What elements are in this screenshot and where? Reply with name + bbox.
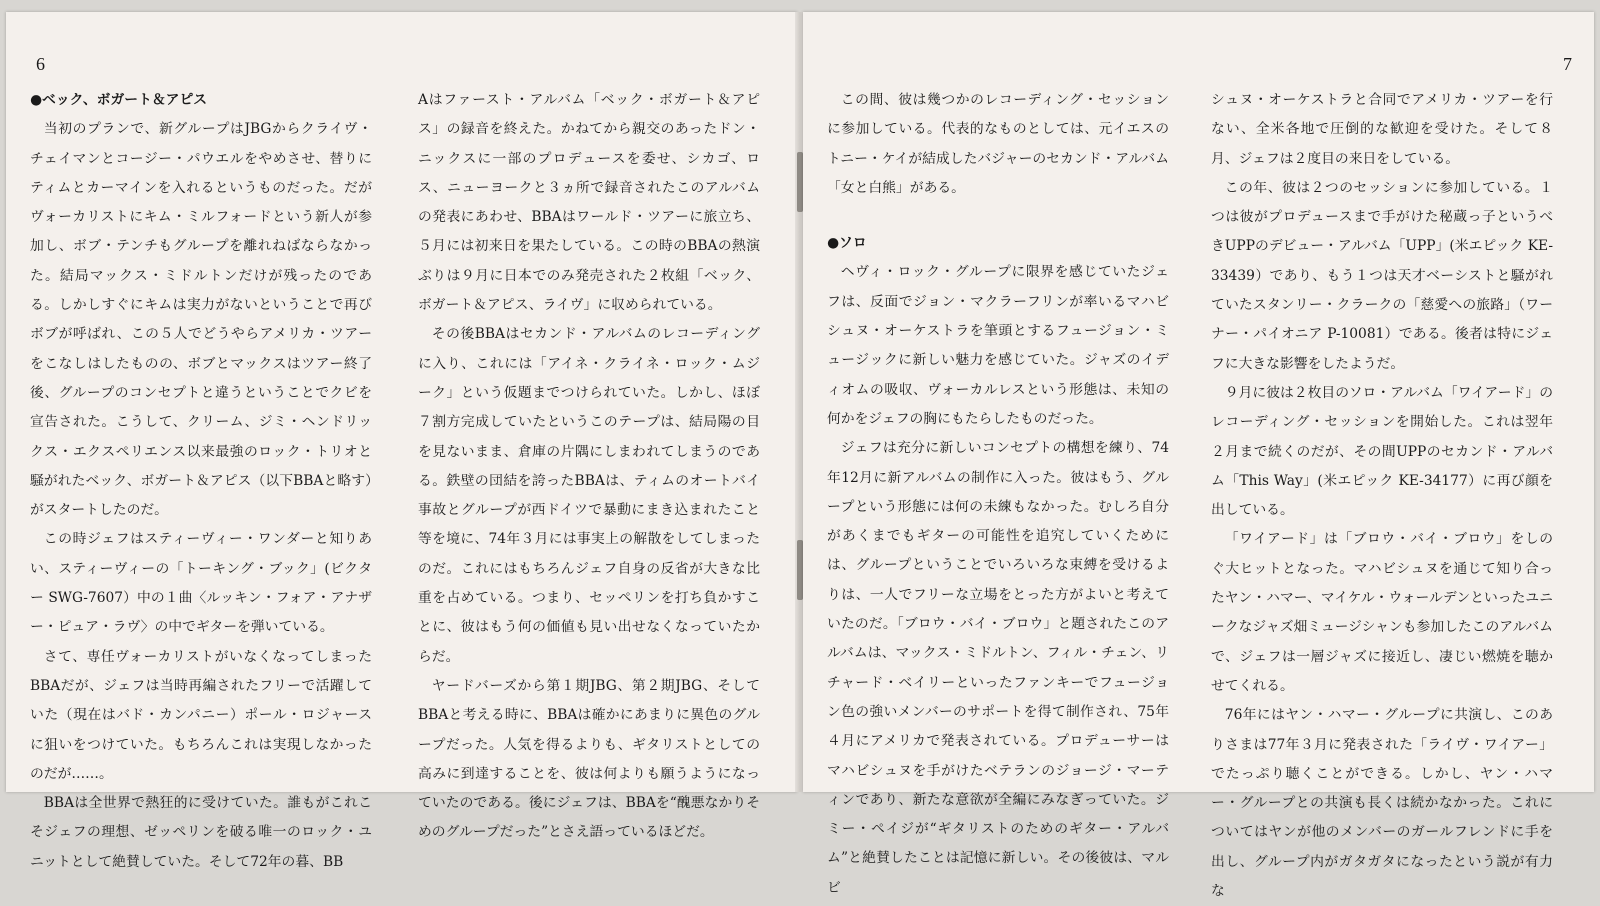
right-page (803, 12, 1594, 900)
paragraph: シュヌ・オーケストラと合同でアメリカ・ツアーを行ない、全米各地で圧倒的な歓迎を受けた。そして８月、ジェフは２度目の来日をしている。 (1211, 92, 1553, 167)
paragraph: 76年にはヤン・ハマー・グループに共演し、このありさまは77年３月に発表された「ライヴ・ワイアー」でたっぷり聴くことができる。しかし、ヤン・ハマー・グループとの共演も長くは続かなかった。これについてはヤンが他のメンバーのガールフレンドに手を出し、グループ内がガタガタになったという説が有力な (1211, 707, 1553, 900)
paragraph: この時ジェフはスティーヴィー・ワンダーと知りあい、スティーヴィーの「トーキング・ブック」(ビクター SWG-7607）中の１曲〈ルッキン・フォア・アナザー・ピュア・ラヴ〉の中でギターを弾いている。 (30, 531, 372, 636)
paragraph: この年、彼は２つのセッションに参加している。１つは彼がプロデュースまで手がけた秘蔵っ子というべきUPPのデビュー・アルバム「UPP」(米エピック KE-33439）であり、もう１つは天才ベーシストと騒がれていたスタンリー・クラークの「慈愛への旅路」（ワーナー・パイオニア P-10081）である。後者は特にジェフに大きな影響をしたようだ。 (1211, 179, 1553, 372)
paragraph: 当初のプランで、新グループはJBGからクライヴ・チェイマンとコージー・パウエルをやめさせ、替りにティムとカーマインを入れるというものだった。だがヴォーカリストにキム・ミルフォードという新人が参加し、ボブ・テンチもグループを離れねばならなかった。結局マックス・ミドルトンだけが残ったのである。しかしすぐにキムは実力がないということで再びボブが呼ばれ、この５人でどうやらアメリカ・ツアーをこなしはしたものの、ボブとマックスはツアー終了後、グループのコンセプトと違うということでクビを宣告された。こうして、クリーム、ジミ・ヘンドリックス・エクスペリエンス以来最強のロック・トリオと騒がれたベック、ボガート＆アピス（以下BBAと略す）がスタートしたのだ。 (30, 121, 372, 519)
paragraph: ヤードバーズから第１期JBG、第２期JBG、そしてBBAと考える時に、BBAは確かにあまりに異色のグループだった。人気を得るよりも、ギタリストとしての高みに到達することを、彼は何よりも願うようになっていたのである。後にジェフは、BBAを“醜悪なかりそめのグループだった”とさえ語っているほどだ。 (418, 677, 760, 841)
paragraph: ９月に彼は２枚目のソロ・アルバム「ワイアード」のレコーディング・セッションを開始した。これは翌年２月まで続くのだが、その間UPPのセカンド・アルバム「This Way」(米エピック KE-34177）に再び顔を出している。 (1211, 384, 1553, 519)
paragraph: ヘヴィ・ロック・グループに限界を感じていたジェフは、反面でジョン・マクラーフリンが率いるマハビシュヌ・オーケストラを筆頭とするフュージョン・ミュージックに新しい魅力を感じていた。ジャズのイディオムの吸収、ヴォーカルレスという形態は、未知の何かをジェフの胸にもたらしたものだった。 (827, 264, 1169, 427)
paragraph: BBAは全世界で熱狂的に受けていた。誰もがこれこそジェフの理想、ゼッペリンを破る唯一のロック・ユニットとして絶賛していた。そして72年の暮、BB (30, 795, 372, 870)
column-2 (418, 86, 760, 848)
section-heading-bba: ●ベック、ボガート＆アピス (30, 92, 208, 108)
paragraph: さて、専任ヴォーカリストがいなくなってしまったBBAだが、ジェフは当時再編されたフリーで活躍していた（現在はバド・カンパニー）ポール・ロジャースに狙いをつけていた。もちろんこれは実現しなかったのだが……。 (30, 648, 372, 782)
left-page (6, 12, 797, 870)
page-number-left: 6 (36, 54, 45, 74)
paragraph: その後BBAはセカンド・アルバムのレコーディングに入り、これには「アイネ・クライネ・ロック・ムジーク」という仮題までつけられていた。しかし、ほぼ７割方完成していたというこのテープは、結局陽の目を見ないまま、倉庫の片隅にしまわれてしまうのである。鉄壁の団結を誇ったBBAは、ティムのオートバイ事故とグループが西ドイツで暴動にまき込まれたこと等を境に、74年３月には事実上の解散をしてしまったのだ。これにはもちろんジェフ自身の反省が大きな比重を占めている。つまり、セッペリンを打ち負かすことに、彼はもう何の価値も見い出せなくなっていたからだ。 (418, 326, 760, 665)
column-3 (827, 86, 1169, 903)
column-1 (30, 86, 372, 877)
section-heading-solo: ●ソロ (827, 235, 867, 252)
paragraph: 「ワイアード」は「ブロウ・バイ・ブロウ」をしのぐ大ヒットとなった。マハビシュヌを通じて知り合ったヤン・ハマー、マイケル・ウォールデンといったユニークなジャズ畑ミュージシャンも参加したこのアルバムで、ジェフは一層ジャズに接近し、凄じい燃焼を聴かせてくれる。 (1211, 531, 1553, 694)
paragraph: この間、彼は幾つかのレコーディング・セッションに参加している。代表的なものとしては、元イエスのトニー・ケイが結成したバジャーのセカンド・アルバム「女と白熊」がある。 (827, 92, 1169, 196)
paragraph: Aはファースト・アルバム「ベック・ボガート＆アピス」の録音を終えた。かねてから親交のあったドン・ニックスに一部のプロデュースを委せ、シカゴ、ロス、ニューヨークと３ヵ所で録音されたこのアルバムの発表にあわせ、BBAはワールド・ツアーに旅立ち、５月には初来日を果たしている。この時のBBAの熱演ぶりは９月に日本でのみ発売された２枚組「ベック、ボガート＆アピス、ライヴ」に収められている。 (418, 92, 760, 314)
page-number-right: 7 (1563, 54, 1572, 74)
column-4 (1211, 86, 1553, 906)
paragraph: ジェフは充分に新しいコンセプトの構想を練り、74年12月に新アルバムの制作に入った。彼はもう、グループという形態には何の未練もなかった。むしろ自分があくまでもギターの可能性を追究していくためには、グループということでいろいろな束縛を受けるよりは、一人でフリーな立場をとった方がよいと考えていたのだ。「ブロウ・バイ・ブロウ」と題されたこのアルバムは、マックス・ミドルトン、フィル・チェン、リチャード・ベイリーといったファンキーでフュージョン色の強いメンバーのサポートを得て制作され、75年４月にアメリカで発表されている。プロデューサーはマハビシュヌを手がけたベテランのジョージ・マーティンであり、新たな意欲が全編にみなぎっていた。ジミー・ペイジが“ギタリストのためのギター・アルバム”と絶賛したことは記憶に新しい。その後彼は、マルビ (827, 440, 1169, 896)
